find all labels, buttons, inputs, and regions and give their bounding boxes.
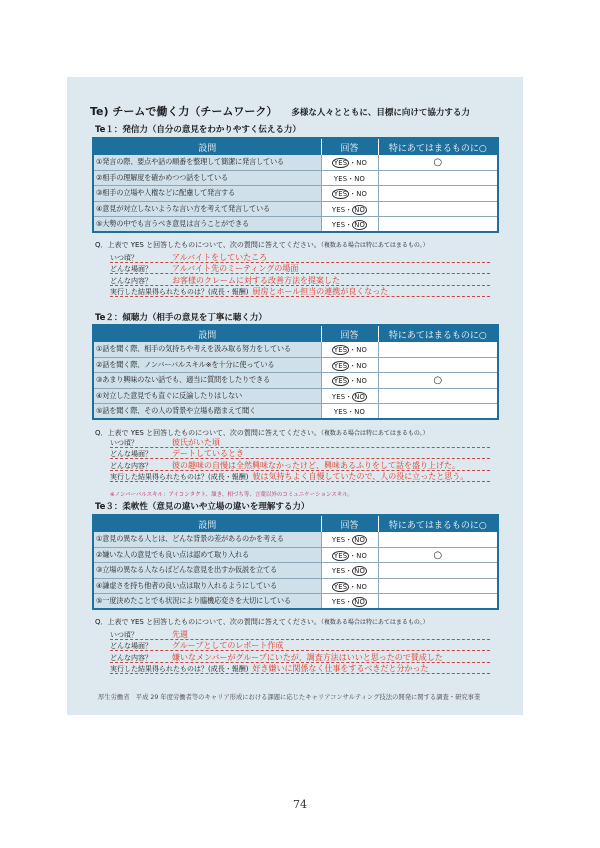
header-answer: 回答 [321,325,378,342]
question-text: ③立場の異なる人ならばどんな意見を出すか仮説を立てる [93,563,321,578]
yes-option[interactable]: YES [333,408,348,416]
page-title [90,103,470,119]
handwritten-answer[interactable]: 先週 [172,630,188,639]
yes-option[interactable]: YES [333,190,348,199]
question-text: ③相手の立場や人権などに配慮して発言する [93,186,321,201]
separator: ・ [349,362,357,371]
answer-yes-no[interactable] [321,563,378,578]
mark-cell[interactable]: ○ [378,155,498,170]
question-text: ①意見の異なる人とは、どんな背景の差があるのかを考える [93,532,321,547]
prompt-text: Q．上表で YES と回答したものについて、次の質問に答えてください。 [95,241,321,249]
answer-yes-no[interactable] [321,404,378,419]
question-text: ⑤大勢の中でも言うべき意見は言うことができる [93,217,321,232]
separator: ・ [349,552,357,561]
title-main: Te) チームで働く力（チームワーク） [90,105,278,118]
question-text: ③あまり興味のない話でも、適当に質問をしたりできる [93,373,321,388]
mark-cell[interactable] [378,357,498,372]
table-row [93,532,498,547]
prompt-note: （複数ある場合は特にあてはまるもの。） [320,619,429,626]
answer-label: どんな内容？ [110,653,152,662]
table-row [93,170,498,185]
answer-label: 実行した結果得られたものは？(成長・報酬) [110,664,249,673]
table-row [93,342,498,357]
yes-option[interactable]: YES [333,582,348,591]
section-title: Te１：発信力（自分の意見をわかりやすく伝える力） [95,125,301,135]
no-option[interactable]: NO [354,408,366,416]
handwritten-answer[interactable]: グループとしてのレポート作成 [172,641,284,651]
no-option[interactable]: NO [356,582,368,591]
follow-up-prompt [95,617,429,627]
table-row [93,201,498,216]
answer-line[interactable] [110,275,490,286]
answer-yes-no[interactable] [321,217,378,232]
handwritten-answer[interactable]: アルバイトをしていたころ [172,253,268,262]
answer-line[interactable] [110,663,490,674]
question-text: ②相手の理解度を確かめつつ話をしている [93,170,321,185]
no-option[interactable]: NO [354,536,366,545]
yes-option[interactable]: YES [333,377,348,386]
answer-yes-no[interactable] [321,388,378,403]
no-option[interactable]: NO [356,346,368,355]
question-text: ②話を聞く際、ノンバーバルスキル※を十分に使っている [93,357,321,372]
question-table [92,324,499,420]
answer-yes-no[interactable] [321,170,378,185]
section-title: Te２：傾聴力（相手の意見を丁寧に聴く力） [95,313,267,323]
question-table [92,514,499,610]
footnote: ※ノンバーバルスキル：アイコンタクト、頷き、相づち等、言葉以外のコミュニケーションスキル。 [110,492,353,498]
separator: ・ [347,408,355,416]
handwritten-answer[interactable]: デートしているとき [172,449,244,459]
source-credit: 厚生労働省 平成 29 年度労働者等のキャリア形成における課題に応じたキャリアコンサルティング技法の開発に関する調査・研究事業 [98,694,481,701]
header-question: 設問 [93,325,321,342]
answer-yes-no[interactable] [321,373,378,388]
no-option[interactable]: NO [354,175,366,184]
question-text: ④謙虚さを持ち他者の良い点は取り入れるようにしている [93,578,321,593]
question-text: ②嫌いな人の意見でも良い点は認めて取り入れる [93,547,321,562]
table-row [93,563,498,578]
answer-label: 実行した結果得られたものは？(成長・報酬) [110,287,249,296]
mark-cell[interactable]: ○ [378,547,498,562]
question-text: ①発言の際、要点や話の順番を整理して簡潔に発言している [93,155,321,170]
table-row [93,373,498,388]
yes-option[interactable]: YES [333,159,348,168]
handwritten-answer[interactable]: 好き嫌いに関係なく仕事をするべきだと分かった [252,663,429,673]
page-number: 74 [293,798,307,811]
answer-yes-no[interactable] [321,532,378,547]
yes-option[interactable]: YES [333,175,348,184]
separator: ・ [349,190,357,199]
table-row [93,155,498,170]
header-mark: 特にあてはまるものに○ [378,138,498,155]
table-row [93,578,498,593]
question-text: ①話を聞く際、相手の気持ちや考えを汲み取る努力をしている [93,342,321,357]
yes-option[interactable]: YES [331,205,346,214]
separator: ・ [349,159,357,168]
yes-option[interactable]: YES [331,598,346,606]
mark-cell[interactable] [378,404,498,419]
table-header-row [93,138,498,155]
answer-line[interactable] [110,437,490,448]
answer-line[interactable] [110,252,490,263]
header-mark: 特にあてはまるものに○ [378,325,498,342]
mark-cell[interactable] [378,563,498,578]
title-sub: 多様な人々とともに、目標に向けて協力する力 [291,108,470,118]
no-option[interactable]: NO [354,567,366,576]
separator: ・ [345,205,353,214]
mark-cell[interactable] [378,186,498,201]
mark-cell[interactable] [378,217,498,232]
no-option[interactable]: NO [356,362,368,371]
answer-line[interactable] [110,629,490,640]
answer-label: どんな内容？ [110,461,152,470]
answer-line[interactable] [110,448,490,459]
no-option[interactable]: NO [356,552,368,561]
handwritten-answer[interactable]: 彼の趣味の自慢は全然興味なかったけど、興味あるふりをして話を盛り上げた。 [172,460,460,470]
separator: ・ [345,221,353,229]
answer-label: いつ頃？ [110,254,138,262]
answer-yes-no[interactable] [321,342,378,357]
answer-yes-no[interactable] [321,201,378,216]
separator: ・ [345,536,353,545]
header-question: 設問 [93,515,321,532]
table-row [93,594,498,609]
mark-cell[interactable] [378,594,498,609]
mark-cell[interactable]: ○ [378,373,498,388]
answer-yes-no[interactable] [321,186,378,201]
answer-label: どんな場面？ [110,265,152,274]
table-row [93,547,498,562]
question-text: ④対立した意見でも直ぐに反論したりはしない [93,388,321,403]
question-table [92,137,499,233]
separator: ・ [349,582,357,591]
table-header-row [93,515,498,532]
mark-cell[interactable] [378,578,498,593]
yes-option[interactable]: YES [333,552,348,561]
mark-cell[interactable] [378,342,498,357]
prompt-note: （複数ある場合は特にあてはまるもの。） [320,430,429,437]
prompt-text: Q．上表で YES と回答したものについて、次の質問に答えてください。 [95,429,321,437]
mark-cell[interactable] [378,201,498,216]
follow-up-prompt [95,240,429,250]
table-row [93,186,498,201]
question-text: ④意見が対立しないような言い方を考えて発言している [93,201,321,216]
answer-line[interactable] [110,640,490,651]
separator: ・ [349,377,357,386]
separator: ・ [349,346,357,355]
no-option[interactable]: NO [354,598,366,606]
answer-label: 実行した結果得られたものは？(成長・報酬) [110,472,249,481]
table-header-row [93,325,498,342]
answer-yes-no[interactable] [321,578,378,593]
table-row [93,388,498,403]
answer-yes-no[interactable] [321,155,378,170]
question-text: ⑤一度決めたことでも状況により臨機応変さを大切にしている [93,594,321,609]
answer-label: どんな内容？ [110,276,152,285]
separator: ・ [345,392,353,401]
no-option[interactable]: NO [356,190,368,199]
answer-label: どんな場面？ [110,642,152,651]
answer-line[interactable] [110,263,490,274]
separator: ・ [345,598,353,606]
answer-label: どんな場面？ [110,450,152,459]
header-answer: 回答 [321,138,378,155]
mark-cell[interactable] [378,388,498,403]
header-answer: 回答 [321,515,378,532]
handwritten-answer[interactable]: 彼氏がいた頃 [172,438,220,447]
answer-line[interactable] [110,286,490,297]
yes-option[interactable]: YES [333,362,348,371]
yes-option[interactable]: YES [331,221,346,229]
answer-label: いつ頃？ [110,631,138,639]
mark-cell[interactable] [378,532,498,547]
prompt-note: （複数ある場合は特にあてはまるもの。） [320,242,429,249]
handwritten-answer[interactable]: アルバイト先のミーティングの場面 [172,264,299,274]
table-row [93,404,498,419]
yes-option[interactable]: YES [331,536,346,545]
answer-line[interactable] [110,471,490,482]
yes-option[interactable]: YES [333,346,348,355]
handwritten-answer[interactable]: 彼は気持ちよく自慢していたので、人の役に立ったと思う。 [252,471,469,481]
no-option[interactable]: NO [356,159,368,168]
answer-label: いつ頃？ [110,439,138,447]
separator: ・ [347,175,355,184]
mark-cell[interactable] [378,170,498,185]
header-question: 設問 [93,138,321,155]
answer-yes-no[interactable] [321,357,378,372]
yes-option[interactable]: YES [331,567,346,576]
question-text: ⑤話を聞く際、その人の背景や立場も踏まえて聞く [93,404,321,419]
yes-option[interactable]: YES [331,392,346,401]
handwritten-answer[interactable]: 嫌いなメンバーがグループにいたが、調査方法はいいと思ったので賛成した [172,652,443,662]
no-option[interactable]: NO [354,221,366,229]
no-option[interactable]: NO [354,392,366,401]
answer-line[interactable] [110,652,490,663]
separator: ・ [345,567,353,576]
prompt-text: Q．上表で YES と回答したものについて、次の質問に答えてください。 [95,618,321,626]
header-mark: 特にあてはまるものに○ [378,515,498,532]
answer-yes-no[interactable] [321,547,378,562]
handwritten-answer[interactable]: 厨房とホール担当の連携が良くなった [252,286,389,296]
no-option[interactable]: NO [356,377,368,386]
table-row [93,357,498,372]
no-option[interactable]: NO [354,205,366,214]
answer-yes-no[interactable] [321,594,378,609]
table-row [93,217,498,232]
handwritten-answer[interactable]: お客様のクレームに対する改善方法を提案した [172,275,340,285]
answer-line[interactable] [110,460,490,471]
section-title: Te３：柔軟性（意見の違いや立場の違いを理解する力） [95,502,310,512]
